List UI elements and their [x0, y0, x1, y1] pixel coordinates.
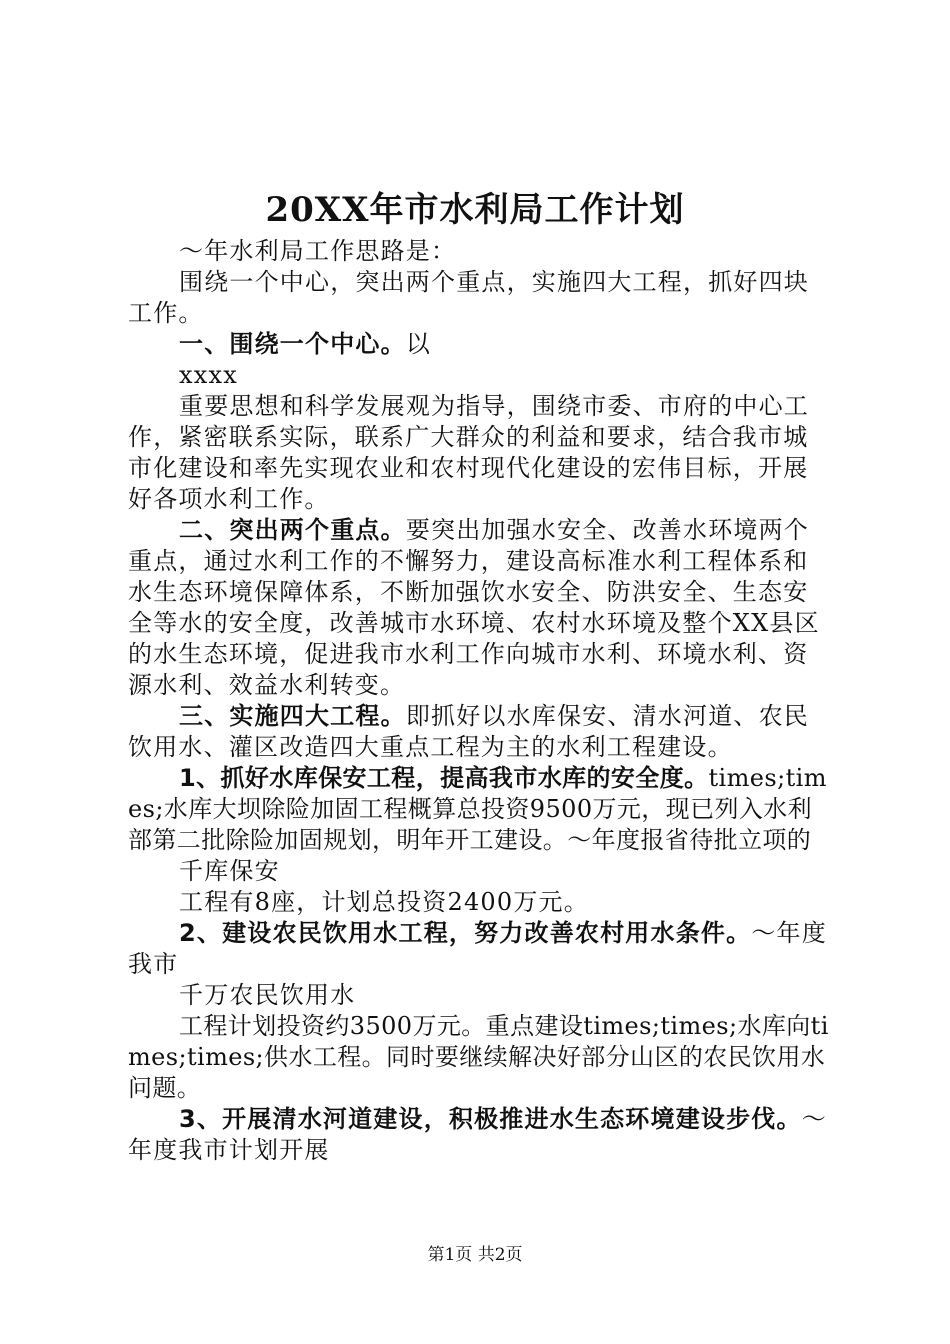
heading-drinking-water: 2、建设农民饮用水工程，努力改善农村用水条件。	[179, 919, 752, 947]
paragraph-two-focus	[128, 515, 832, 701]
paragraph-summary: 围绕一个中心，突出两个重点，实施四大工程，抓好四块工作。	[128, 268, 809, 327]
paragraph-guidance: 重要思想和科学发展观为指导，围绕市委、市府的中心工作，紧密联系实际，联系广大群众的利益和要求，结合我市城市化建设和率先实现农业和农村现代化建设的宏伟目标，开展好各项水利工作。	[128, 392, 809, 513]
heading-two-focus: 二、突出两个重点。	[179, 516, 406, 544]
heading-reservoir: 1、抓好水库保安工程，提高我市水库的安全度。	[179, 764, 709, 792]
paragraph-drinking-water-body: ～年度我市	[128, 919, 827, 978]
paragraph-four-projects	[128, 701, 832, 763]
heading-one-center: 一、围绕一个中心。	[179, 330, 406, 358]
paragraph-reservoir-project-name: 千库保安	[179, 857, 280, 885]
paragraph-center-tail: 以	[405, 330, 432, 358]
paragraph-reservoir-investment: 工程有8座，计划总投资2400万元。	[179, 888, 589, 916]
paragraph-work-idea: ～年水利局工作思路是：	[179, 237, 457, 265]
heading-clean-river: 3、开展清水河道建设，积极推进水生态环境建设步伐。	[179, 1105, 802, 1133]
paragraph-clean-river-body: ～年度我市计划开展	[128, 1105, 827, 1164]
heading-four-projects: 三、实施四大工程。	[179, 702, 406, 730]
paragraph-two-focus-body: 要突出加强水安全、改善水环境两个重点，通过水利工作的不懈努力，建设高标准水利工程体系和水生态环境保障体系，不断加强饮水安全、防洪安全、生态安全等水的安全度，改善城市水环境、农村水环境及整个XX县区的水生态环境，促进我市水利工作向城市水利、环境水利、资源水利、效益水利转变。	[128, 516, 820, 699]
paragraph-four-projects-body: 即抓好以水库保安、清水河道、农民饮用水、灌区改造四大重点工程为主的水利工程建设。	[128, 702, 810, 761]
page-footer: 第1页 共2页	[427, 1245, 523, 1265]
paragraph-clean-river	[128, 1104, 832, 1166]
document-body	[128, 236, 832, 1166]
document-title: 20XX年市水利局工作计划	[265, 190, 685, 230]
paragraph-reservoir	[128, 763, 832, 856]
paragraph-placeholder: xxxx	[179, 361, 238, 389]
paragraph-drinking-water	[128, 918, 832, 980]
paragraph-center	[128, 329, 832, 360]
paragraph-reservoir-body: times;times;水库大坝除险加固工程概算总投资9500万元，现已列入水利部第二批除险加固规划，明年开工建设。～年度报省待批立项的	[128, 764, 827, 854]
paragraph-drinking-project-name: 千万农民饮用水	[179, 981, 356, 1009]
paragraph-drinking-investment: 工程计划投资约3500万元。重点建设times;times;水库向times;times;供水工程。同时要继续解决好部分山区的农民饮用水问题。	[128, 1012, 829, 1102]
